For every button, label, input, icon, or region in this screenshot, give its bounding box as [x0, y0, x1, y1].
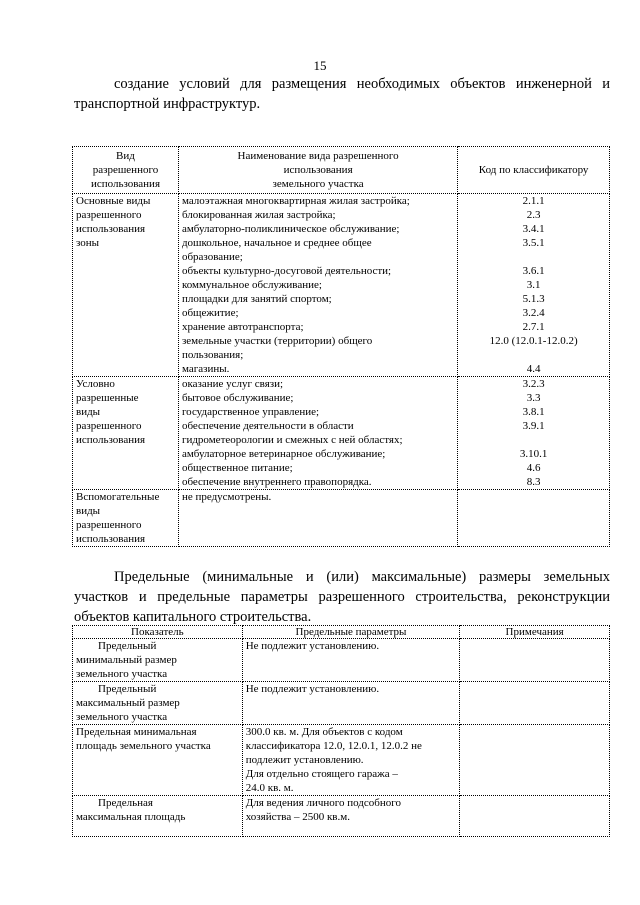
- use-type-line: Вспомогательные: [76, 491, 160, 503]
- notes-cell: [460, 725, 610, 796]
- indicator-line: Предельная минимальная: [76, 726, 197, 738]
- intro-text: создание условий для размещения необходимых объектов инженерной и транспортной инфраструктур.: [74, 76, 610, 112]
- use-code-line: 4.6: [526, 462, 541, 474]
- use-type-line: разрешенные: [76, 392, 139, 404]
- use-code-line: 3.2.3: [522, 378, 545, 390]
- use-type-cell: [73, 490, 179, 547]
- indicator-line: Предельная: [98, 797, 153, 809]
- use-name-line: образование;: [181, 251, 243, 263]
- header-params: Предельные параметры: [242, 626, 460, 639]
- use-name-line: государственное управление;: [181, 406, 320, 418]
- param-line: подлежит установлению.: [245, 754, 364, 766]
- use-type-line: использования: [76, 434, 146, 446]
- use-name-line: бытовое обслуживание;: [181, 392, 294, 404]
- indicator-cell: [73, 725, 243, 796]
- indicator-line: минимальный размер: [76, 654, 177, 666]
- use-name-line: пользования;: [181, 349, 244, 361]
- land-use-header-row: [73, 147, 610, 194]
- land-use-group-row: [73, 377, 610, 490]
- use-name-line: обеспечение деятельности в области: [181, 420, 354, 432]
- indicator-line: земельного участка: [76, 668, 168, 680]
- notes-cell: [460, 796, 610, 837]
- use-type-line: использования: [76, 223, 146, 235]
- land-use-table: [72, 146, 610, 547]
- param-line: 24.0 кв. м.: [245, 782, 294, 794]
- use-code-line: 2.7.1: [522, 321, 545, 333]
- header-line: использования: [90, 178, 160, 190]
- use-names-cell: [178, 377, 457, 490]
- header-use-name: [178, 147, 457, 194]
- use-type-line: виды: [76, 406, 101, 418]
- use-name-line: общежитие;: [181, 307, 239, 319]
- use-type-line: использования: [76, 533, 146, 545]
- use-code-line: [461, 433, 606, 447]
- param-line: Не подлежит установлению.: [245, 640, 380, 652]
- limits-row: [73, 639, 610, 682]
- page-number: 15: [313, 58, 327, 73]
- limits-table: [72, 625, 610, 837]
- use-code-line: 5.1.3: [522, 293, 545, 305]
- use-code-line: [461, 490, 606, 504]
- use-code-line: 3.5.1: [522, 237, 545, 249]
- use-name-line: земельные участки (территории) общего: [181, 335, 373, 347]
- use-code-line: 2.1.1: [522, 195, 545, 207]
- use-type-cell: [73, 377, 179, 490]
- use-name-line: дошкольное, начальное и среднее общее: [181, 237, 372, 249]
- indicator-cell: [73, 639, 243, 682]
- use-type-line: разрешенного: [76, 209, 142, 221]
- use-type-line: разрешенного: [76, 420, 142, 432]
- use-type-line: виды: [76, 505, 101, 517]
- header-notes: Примечания: [460, 626, 610, 639]
- use-code-line: 3.10.1: [519, 448, 548, 460]
- use-name-line: оказание услуг связи;: [181, 378, 284, 390]
- param-line: 300.0 кв. м. Для объектов с кодом: [245, 726, 403, 738]
- indicator-cell: [73, 682, 243, 725]
- land-use-group-row: [73, 490, 610, 547]
- header-code: [458, 147, 610, 194]
- use-type-line: Основные виды: [76, 195, 151, 207]
- indicator-line: максимальная площадь: [76, 811, 186, 823]
- header-line: земельного участка: [272, 178, 364, 190]
- use-codes-cell: [458, 194, 610, 377]
- limits-row: [73, 796, 610, 837]
- use-codes-cell: [458, 490, 610, 547]
- use-name-line: общественное питание;: [181, 462, 293, 474]
- limits-header-row: [73, 626, 610, 639]
- limits-text: Предельные (минимальные и (или) максимальные) размеры земельных участков и предельные параметры разрешенного строительства, реконструкции объектов капитального строительства.: [74, 569, 610, 625]
- use-code-line: 3.6.1: [522, 265, 545, 277]
- header-line: Вид: [116, 150, 135, 162]
- header-line: Наименование вида разрешенного: [237, 150, 399, 162]
- limits-row: [73, 682, 610, 725]
- use-type-line: разрешенного: [76, 519, 142, 531]
- use-code-line: 4.4: [526, 363, 541, 375]
- params-cell: [242, 682, 460, 725]
- use-name-line: магазины.: [181, 363, 230, 375]
- indicator-line: Предельный: [98, 683, 157, 695]
- notes-cell: [460, 682, 610, 725]
- use-name-line: обеспечение внутреннего правопорядка.: [181, 476, 372, 488]
- param-line: Для ведения личного подсобного: [245, 797, 402, 809]
- use-type-line: Условно: [76, 378, 115, 390]
- use-name-line: блокированная жилая застройка;: [181, 209, 336, 221]
- use-type-cell: [73, 194, 179, 377]
- params-cell: [242, 639, 460, 682]
- indicator-line: Предельный: [98, 640, 157, 652]
- use-name-line: площадки для занятий спортом;: [181, 293, 332, 305]
- use-names-cell: [178, 490, 457, 547]
- use-code-line: 3.2.4: [522, 307, 545, 319]
- header-indicator: Показатель: [73, 626, 243, 639]
- use-code-line: 3.1: [526, 279, 541, 291]
- use-code-line: 3.8.1: [522, 406, 545, 418]
- use-codes-cell: [458, 377, 610, 490]
- use-names-cell: [178, 194, 457, 377]
- use-name-line: хранение автотранспорта;: [181, 321, 304, 333]
- limits-paragraph: [74, 567, 610, 627]
- land-use-group-row: [73, 194, 610, 377]
- use-code-line: 2.3: [526, 209, 541, 221]
- params-cell: [242, 725, 460, 796]
- use-code-line: 3.4.1: [522, 223, 545, 235]
- param-line: Не подлежит установлению.: [245, 683, 380, 695]
- header-line: разрешенного: [92, 164, 159, 176]
- use-code-line: [461, 348, 606, 362]
- param-line: Для отдельно стоящего гаража –: [245, 768, 398, 780]
- limits-row: [73, 725, 610, 796]
- indicator-line: максимальный размер: [76, 697, 180, 709]
- use-code-line: 3.3: [526, 392, 541, 404]
- use-name-line: амбулаторное ветеринарное обслуживание;: [181, 448, 386, 460]
- header-line: Код по классификатору: [478, 164, 589, 176]
- use-code-line: 3.9.1: [522, 420, 545, 432]
- indicator-line: площадь земельного участка: [76, 740, 211, 752]
- use-code-line: 8.3: [526, 476, 541, 488]
- use-name-line: амбулаторно-поликлиническое обслуживание;: [181, 223, 400, 235]
- header-line: использования: [283, 164, 353, 176]
- params-cell: [242, 796, 460, 837]
- param-line: классификатора 12.0, 12.0.1, 12.0.2 не: [245, 740, 422, 752]
- intro-paragraph: [74, 74, 610, 114]
- use-type-line: зоны: [76, 237, 100, 249]
- use-code-line: [461, 250, 606, 264]
- param-line: хозяйства – 2500 кв.м.: [245, 811, 350, 823]
- use-code-line: 12.0 (12.0.1-12.0.2): [489, 335, 578, 347]
- indicator-line: земельного участка: [76, 711, 168, 723]
- use-name-line: малоэтажная многоквартирная жилая застройка;: [181, 195, 410, 207]
- use-name-line: не предусмотрены.: [181, 491, 272, 503]
- indicator-cell: [73, 796, 243, 837]
- use-name-line: коммунальное обслуживание;: [181, 279, 322, 291]
- use-name-line: гидрометеорологии и смежных с ней областях;: [181, 434, 403, 446]
- use-name-line: объекты культурно-досуговой деятельности;: [181, 265, 392, 277]
- notes-cell: [460, 639, 610, 682]
- header-use-type: [73, 147, 179, 194]
